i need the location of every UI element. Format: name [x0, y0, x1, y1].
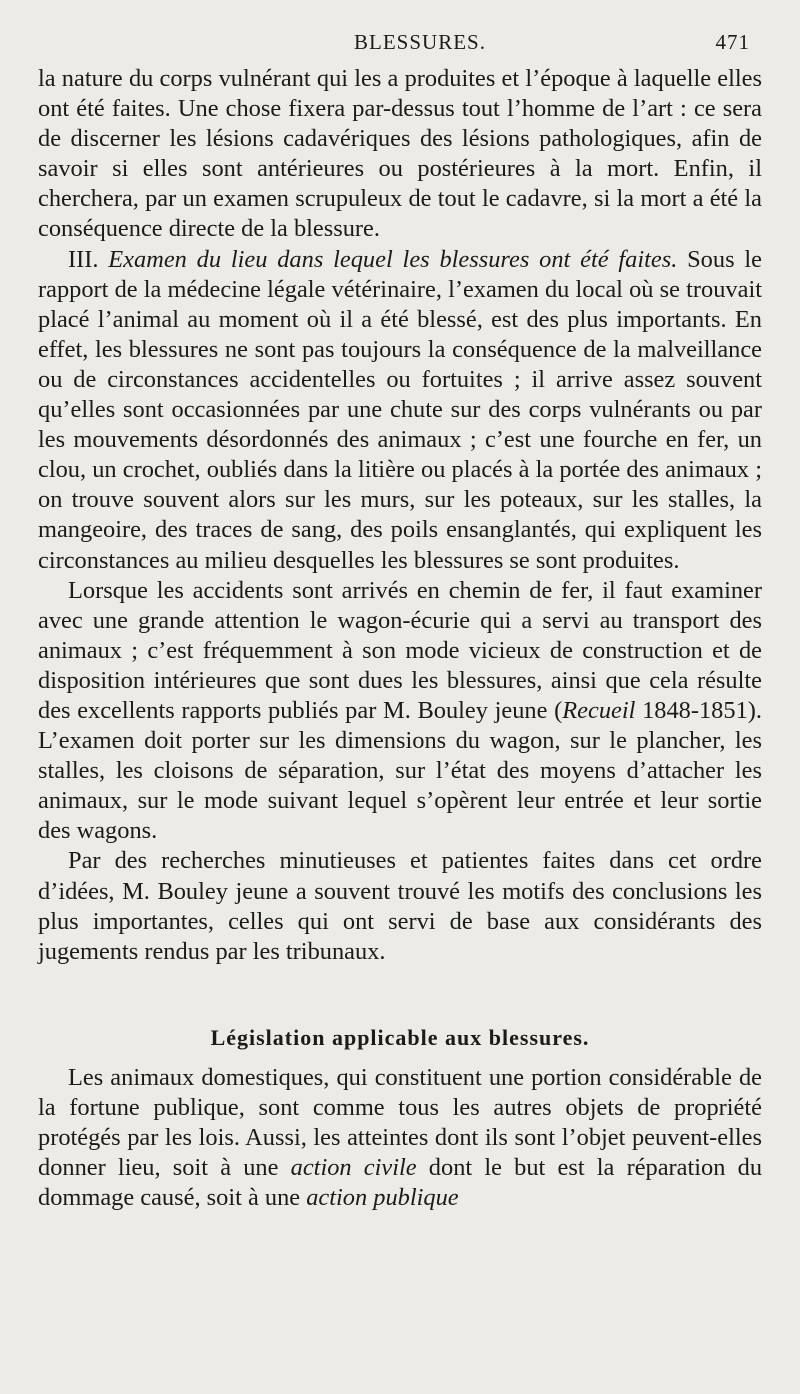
running-title: BLESSURES. — [354, 30, 486, 54]
paragraph-text: 1848-1851). L’examen doit porter sur les dimensions du wagon, sur le plancher, les stalles, les cloisons de séparation, sur l’état des moyens d’attacher les animaux, sur le mode suivant lequel s’opèrent leur entrée et leur sortie des wagons. — [38, 696, 762, 845]
paragraph-text: Sous le rapport de la médecine légale vétérinaire, l’examen du local où se trouvait placé l’animal au moment où il a été blessé, est des plus importants. En effet, les blessures ne sont pas toujours la conséquence de la malveillance ou de circonstances accidentelles ou fortuites ; il arrive assez souvent qu’elles sont occasionnées par une chute sur des corps vulnérants ou par les mouvements désordonnés des animaux ; c’est une fourche en fer, un clou, un crochet, oubliés dans la litière ou placés à la portée des animaux ; on trouve souvent alors sur les murs, sur les poteaux, sur les stalles, la mangeoire, des traces de sang, des poils ensanglantés, qui expliquent les circonstances au milieu desquelles les blessures se sont produites. — [38, 245, 762, 574]
paragraph-text: Les animaux domestiques, qui constituent une portion considérable de la fortune publique, sont comme tous les autres objets de propriété protégés par les lois. Aussi, les atteintes dont ils sont l’objet peuvent-elles donner lieu, soit à une — [38, 1063, 762, 1182]
page-body — [38, 64, 762, 1213]
legal-term-public-action: action publique — [306, 1184, 459, 1212]
section-heading: Législation applicable aux blessures. — [210, 1024, 590, 1050]
paragraph-continued — [38, 64, 762, 245]
paragraph-railway — [38, 576, 762, 847]
section-spacer — [38, 967, 762, 1023]
paragraph-text: Lorsque les accidents sont arrivés en chemin de fer, il faut examiner avec une grande attention le wagon-écurie qui a servi au transport des animaux ; c’est fréquemment à son mode vicieux de construction et de disposition intérieures que sont dues les blessures, ainsi que cela résulte des excellents rapports publiés par M. Bouley jeune ( — [38, 576, 762, 724]
paragraph-section-iii — [38, 245, 762, 576]
citation-title: Recueil — [562, 696, 636, 724]
paragraph-legislation — [38, 1063, 762, 1213]
page-header — [38, 30, 762, 64]
legal-term-civil-action: action civile — [290, 1154, 417, 1182]
paragraph-text: Par des recherches minutieuses et patientes faites dans cet ordre d’idées, M. Bouley jeune a souvent trouvé les motifs des conclusions les plus importantes, celles qui ont servi de base aux considérants des jugements rendus par les tribunaux. — [38, 847, 762, 965]
paragraph-text: la nature du corps vulnérant qui les a produites et l’époque à laquelle elles ont été faites. Une chose fixera par-dessus tout l’homme de l’art : ce sera de discerner les lésions cadavériques des lésions pathologiques, afin de savoir si elles sont antérieures ou postérieures à la mort. Enfin, il cherchera, par un examen scrupuleux de tout le cadavre, si la mort a été la conséquence directe de la blessure. — [38, 65, 762, 243]
section-title: Examen du lieu dans lequel les blessures ont été faites. — [108, 245, 678, 273]
page-number: 471 — [715, 30, 750, 54]
section-number: III. — [68, 245, 99, 273]
paragraph-text: dont le but est la réparation du dommage causé, soit à une — [38, 1154, 763, 1212]
paragraph-research — [38, 846, 762, 966]
